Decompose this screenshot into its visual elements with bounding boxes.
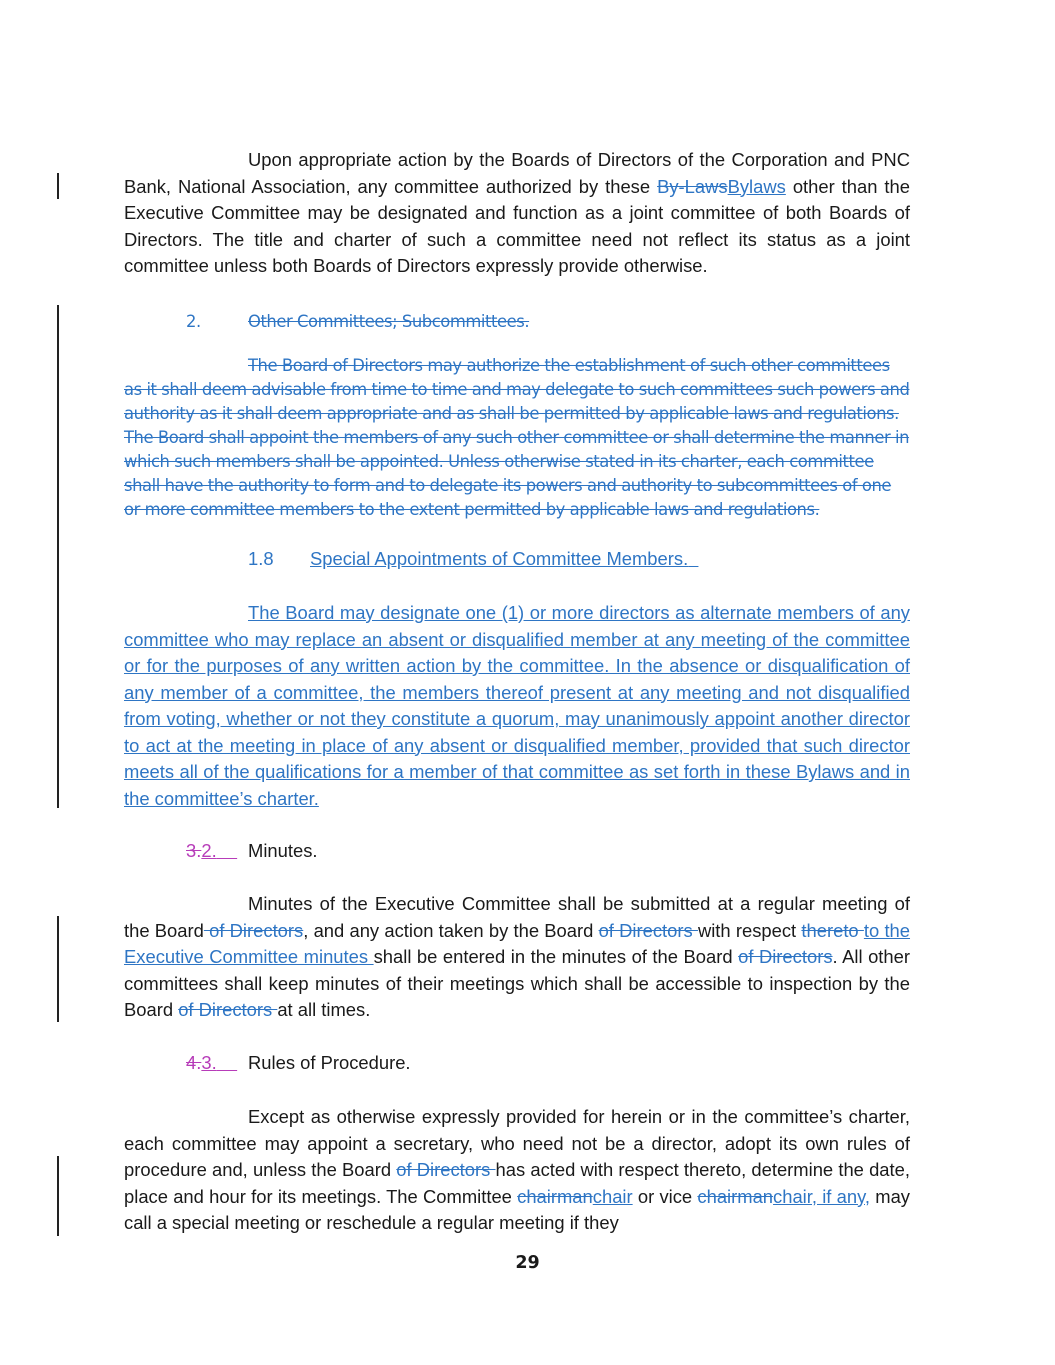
deleted-text: thereto <box>801 919 864 941</box>
deleted-text: of Directors <box>178 999 278 1020</box>
inserted-text: chair <box>592 1185 633 1207</box>
inserted-text: Bylaws <box>727 175 786 197</box>
minutes-paragraph: Minutes of the Executive Committee shall be submitted at a regular meeting of the Board of Directors, and any action taken by the Board of Directors with respect thereto to the Executive Committee minutes shall be entered in the minutes of the Board of Directors. All other committees shall keep minutes of their meetings which shall be accessible to inspection by the Board of Directors at all times. <box>124 893 911 1020</box>
rules-paragraph: Except as otherwise expressly provided for herein or in the committee’s charter, each committee may appoint a secretary, who need not be a director, adopt its own rules of procedure and, unless the Board of Directors has acted with respect thereto, determine the date, place and hour for its meetings. The Committee chairmanchair or vice chairmanchair, if any, may call a special meeting or reschedule a regular meeting if they <box>124 1106 911 1233</box>
deleted-text: of Directors <box>396 1159 496 1180</box>
change-bar <box>57 173 59 199</box>
deleted-number: 3. <box>186 840 202 861</box>
change-bar <box>57 916 59 1022</box>
rules-heading: 4.3. Rules of Procedure. <box>186 1052 411 1073</box>
change-bar <box>57 1156 59 1236</box>
minutes-heading: 3.2. Minutes. <box>186 840 318 861</box>
deleted-text: of Directors <box>598 919 698 941</box>
deleted-text: of Directors <box>203 919 304 941</box>
inserted-text: chair, if any, <box>773 1185 871 1207</box>
page-number: 29 <box>515 1253 540 1273</box>
change-bar <box>57 305 59 808</box>
deleted-text: By-Laws <box>657 175 728 197</box>
deleted-paragraph: The Board of Directors may authorize the establishment of such other committees as it shall deem advisable from time to time and may delegate to such committees such powers and authority as it shall deem appropriate and as shall be permitted by applicable laws and regulations. The Board shall appoint the members of any such other committee or shall determine the manner in which such members shall be appointed. Unless otherwise stated in its charter, each committee shall have the authority to form and to delegate its powers and authority to subcommittees of one or more committee members to the extent permitted by applicable laws and regulations. <box>124 356 910 519</box>
inserted-section-heading: 1.8 Special Appointments of Committee Members. <box>248 548 689 569</box>
inserted-number: 3. <box>201 1052 217 1073</box>
inserted-paragraph: The Board may designate one (1) or more directors as alternate members of any committee who may replace an absent or disqualified member at any meeting of the committee or for the purposes of any written action by the committee. In the absence or disqualification of any member of a committee, the members thereof present at any meeting and not disqualified from voting, whether or not they constitute a quorum, may unanimously appoint another director to act at the meeting in place of any absent or disqualified member, provided that such director meets all of the qualifications for a member of that committee as set forth in these Bylaws and in the committee’s charter. <box>124 602 910 809</box>
deleted-section-heading: 2. Other Committees; Subcommittees. <box>186 312 530 331</box>
deleted-text: chairman <box>697 1185 774 1207</box>
inserted-text: to the Executive Committee minutes <box>124 919 911 967</box>
deleted-number: 4. <box>186 1052 202 1073</box>
deleted-text: chairman <box>517 1185 593 1207</box>
joint-committee-paragraph: Upon appropriate action by the Boards of Directors of the Corporation and PNC Bank, National Association, any committee authorized by these By-LawsBylaws other than the Executive Committee may be designated and function as a joint committee of both Boards of Directors. The title and charter of such a committee need not reflect its status as a joint committee unless both Boards of Directors expressly provide otherwise. <box>124 149 911 276</box>
inserted-number: 2. <box>201 840 217 861</box>
deleted-text: of Directors <box>738 946 833 967</box>
